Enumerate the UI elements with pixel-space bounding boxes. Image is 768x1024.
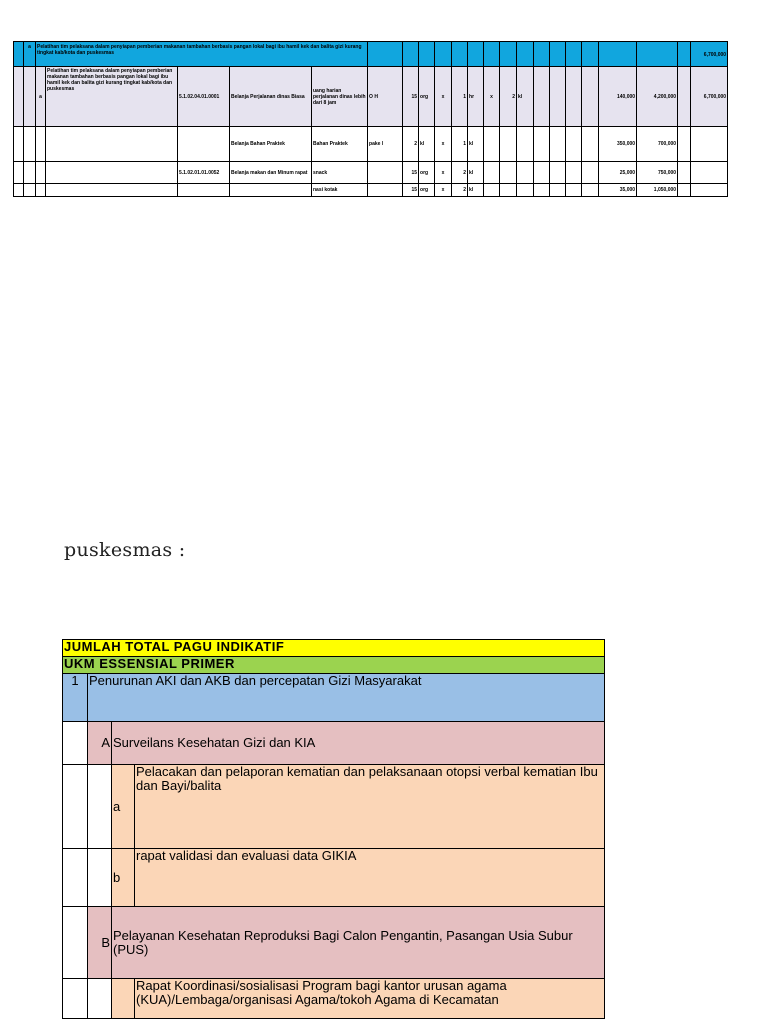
table-row [14, 127, 728, 162]
unit1: org [419, 184, 435, 197]
subprogram-title: Pelayanan Kesehatan Reproduksi Bagi Calon Pengantin, Pasangan Usia Subur (PUS) [112, 907, 605, 979]
unit2: kl [468, 127, 484, 162]
unit2: kl [468, 162, 484, 184]
times1: x [435, 127, 452, 162]
budget-table [13, 41, 728, 197]
unit-price: 350,000 [599, 127, 637, 162]
table-row [14, 184, 728, 197]
ukm-label: UKM ESSENSIAL PRIMER [63, 657, 605, 674]
line-amount: 750,000 [637, 162, 678, 184]
unit-label: pake l [368, 127, 403, 162]
activity-letter: a [112, 765, 135, 849]
item-name: uang harian perjalanan dinas lebih dari 8 jam [312, 67, 368, 127]
activity-total: 6,700,000 [691, 67, 728, 127]
row-marker: a [36, 67, 46, 127]
item-name: nasi kotak [312, 184, 368, 197]
unit2: kl [468, 184, 484, 197]
times1: x [435, 67, 452, 127]
line-amount: 1,050,000 [637, 184, 678, 197]
activity-description: Pelatihan tim pelaksana dalam penyiapan pemberian makanan tambahan berbasis pangan lokal bagi ibu hamil kek dan balita gizi kurang tingkat kab/kota dan puskesmas [46, 67, 178, 127]
table-row [14, 42, 728, 67]
unit1: org [419, 67, 435, 127]
qty2: 2 [452, 162, 468, 184]
qty2: 2 [452, 184, 468, 197]
unit2: hr [468, 67, 484, 127]
unit1: org [419, 162, 435, 184]
qty1: 15 [403, 67, 419, 127]
program-title: Penurunan AKI dan AKB dan percepatan Gizi Masyarakat [88, 674, 605, 722]
subprogram-row [63, 907, 605, 979]
row-marker: a [24, 42, 36, 67]
qty2: 1 [452, 67, 468, 127]
unit1: kl [419, 127, 435, 162]
activity-letter: b [112, 849, 135, 907]
program-table [62, 639, 605, 1019]
account-code: 5.1.02.01.01.0052 [178, 162, 230, 184]
program-row [63, 674, 605, 722]
activity-total: 6,700,000 [691, 42, 728, 67]
activity-title: Pelatihan tim pelaksana dalam penyiapan pemberian makanan tambahan berbasis pangan lokal bagi ibu hamil kek dan balita gizi kurang tingkat kab/kota dan puskesmas [36, 42, 368, 67]
qty1: 15 [403, 184, 419, 197]
belanja-type: Belanja Perjalanan dinas Biasa [230, 67, 312, 127]
unit-price: 140,000 [599, 67, 637, 127]
subprogram-letter: B [88, 907, 112, 979]
subprogram-row [63, 722, 605, 765]
item-name: Bahan Praktek [312, 127, 368, 162]
caption-text: puskesmas : [64, 539, 186, 561]
times1: x [435, 184, 452, 197]
belanja-type: Belanja makan dan Minum rapat [230, 162, 312, 184]
times1: x [435, 162, 452, 184]
program-number: 1 [63, 674, 88, 722]
line-amount: 700,000 [637, 127, 678, 162]
unit-price: 25,000 [599, 162, 637, 184]
activity-title: Pelacakan dan pelaporan kematian dan pelaksanaan otopsi verbal kematian Ibu dan Bayi/balita [135, 765, 605, 849]
unit-price: 35,000 [599, 184, 637, 197]
qty3: 2 [500, 67, 517, 127]
unit3: kl [517, 67, 534, 127]
total-pagu-label: JUMLAH TOTAL PAGU INDIKATIF [63, 640, 605, 657]
times2: x [484, 67, 500, 127]
item-name: snack [312, 162, 368, 184]
activity-row [63, 979, 605, 1019]
activity-row [63, 849, 605, 907]
subprogram-title: Surveilans Kesehatan Gizi dan KIA [112, 722, 605, 765]
subprogram-letter: A [88, 722, 112, 765]
activity-title: Rapat Koordinasi/sosialisasi Program bagi kantor urusan agama (KUA)/Lembaga/organisasi Agama/tokoh Agama di Kecamatan [135, 979, 605, 1019]
total-header-row [63, 640, 605, 657]
account-code: 5.1.02.04.01.0001 [178, 67, 230, 127]
table-row [14, 67, 728, 127]
qty1: 2 [403, 127, 419, 162]
qty2: 1 [452, 127, 468, 162]
activity-title: rapat validasi dan evaluasi data GIKIA [135, 849, 605, 907]
line-amount: 4,200,000 [637, 67, 678, 127]
table-row [14, 162, 728, 184]
qty1: 15 [403, 162, 419, 184]
ukm-header-row [63, 657, 605, 674]
belanja-type: Belanja Bahan Praktek [230, 127, 312, 162]
activity-row [63, 765, 605, 849]
unit-label: O H [368, 67, 403, 127]
